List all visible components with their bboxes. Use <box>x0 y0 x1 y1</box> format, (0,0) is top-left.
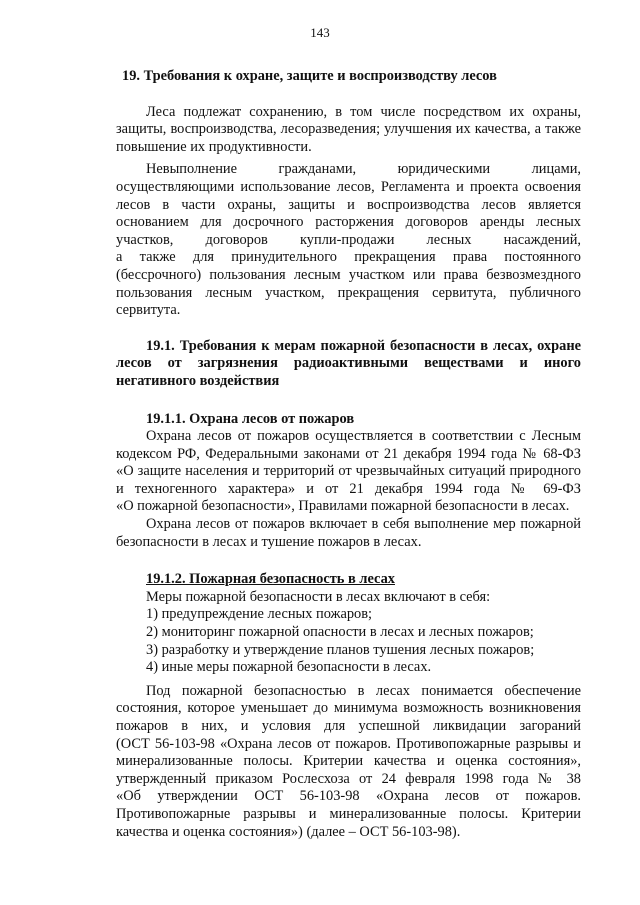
section-heading-19-1 <box>116 338 581 391</box>
paragraph-line: безопасности в лесах и тушение пожаров в лесах. <box>116 533 422 550</box>
paragraph-line: участков, договоров купли-продажи лесных насаждений, <box>116 231 581 248</box>
section-heading-19-1-1: 19.1.1. Охрана лесов от пожаров <box>146 410 355 427</box>
paragraph-line: качества и оценка состояния») (далее – ОСТ 56-103-98). <box>116 823 461 840</box>
paragraph-line: осуществляющими использование лесов, Регламента и проекта освоения <box>116 178 581 195</box>
paragraph-line: минерализованные полосы. Критерии качества и оценка состояния», <box>116 753 581 770</box>
paragraph-line: а также для принудительного прекращения права постоянного <box>116 249 581 266</box>
paragraph-line: защиты, воспроизводства, лесоразведения; улучшения их качества, а также <box>116 121 581 138</box>
paragraph-line: состояния, которое уменьшает до минимума возможность возникновения <box>116 700 581 717</box>
paragraph-5: Меры пожарной безопасности в лесах включают в себя: <box>146 588 491 605</box>
paragraph-line: Противопожарные разрывы и минерализованные полосы. Критерии <box>116 805 581 822</box>
paragraph-line: Охрана лесов от пожаров включает в себя выполнение мер пожарной <box>146 516 581 533</box>
paragraph-6 <box>116 683 581 841</box>
paragraph-line: Леса подлежат сохранению, в том числе посредством их охраны, <box>146 103 581 120</box>
paragraph-line: основанием для досрочного расторжения договоров аренды лесных <box>116 214 581 231</box>
measures-list <box>116 606 581 676</box>
list-item: 3) разработку и утверждение планов тушения лесных пожаров; <box>146 641 535 658</box>
paragraph-line: и техногенного характера» и от 21 декабря 1994 года № 69-ФЗ <box>116 480 581 497</box>
section-heading-19-1-2: 19.1.2. Пожарная безопасность в лесах <box>146 571 395 588</box>
page-content <box>116 68 581 841</box>
paragraph-line: Охрана лесов от пожаров осуществляется в соответствии с Лесным <box>146 428 581 445</box>
heading-line: негативного воздействия <box>116 372 280 389</box>
paragraph-line: утвержденный приказом Рослесхоза от 24 февраля 1998 года № 38 <box>116 770 581 787</box>
paragraph-line: «О защите населения и территорий от чрезвычайных ситуаций природного <box>116 463 581 480</box>
paragraph-line: сервитута. <box>116 302 181 319</box>
paragraph-line: кодексом РФ, Федеральными законами от 21 декабря 1994 года № 68-ФЗ <box>116 445 581 462</box>
paragraph-line: Под пожарной безопасностью в лесах понимается обеспечение <box>146 682 581 699</box>
list-item: 2) мониторинг пожарной опасности в лесах и лесных пожаров; <box>146 624 534 641</box>
paragraph-line: повышение их продуктивности. <box>116 138 312 155</box>
paragraph-4 <box>116 516 581 551</box>
paragraph-line: лесов в части охраны, защиты и воспроизводства лесов является <box>116 196 581 213</box>
paragraph-1 <box>116 104 581 157</box>
paragraph-3 <box>116 428 581 516</box>
list-item: 4) иные меры пожарной безопасности в лесах. <box>146 659 432 676</box>
section-heading-19: 19. Требования к охране, защите и воспроизводству лесов <box>122 68 497 84</box>
heading-line: лесов от загрязнения радиоактивными веществами и иного <box>116 355 581 372</box>
paragraph-line: «О пожарной безопасности», Правилами пожарной безопасности в лесах. <box>116 498 570 515</box>
paragraph-line: (бессрочного) пользования лесным участком или права безвозмездного <box>116 266 581 283</box>
paragraph-2 <box>116 161 581 319</box>
paragraph-line: пожаров в них, и условия для успешной ликвидации загораний <box>116 718 581 734</box>
list-item: 1) предупреждение лесных пожаров; <box>146 606 373 623</box>
paragraph-line: (ОСТ 56-103-98 «Охрана лесов от пожаров. Противопожарные разрывы и <box>116 735 581 752</box>
page-number: 143 <box>310 25 330 40</box>
heading-line: 19.1. Требования к мерам пожарной безопасности в лесах, охране <box>146 337 581 354</box>
paragraph-line: пользования лесным участком, прекращения сервитута, публичного <box>116 284 581 301</box>
paragraph-line: Невыполнение гражданами, юридическими лицами, <box>146 161 581 178</box>
paragraph-line: «Об утверждении ОСТ 56-103-98 «Охрана лесов от пожаров. <box>116 788 581 805</box>
